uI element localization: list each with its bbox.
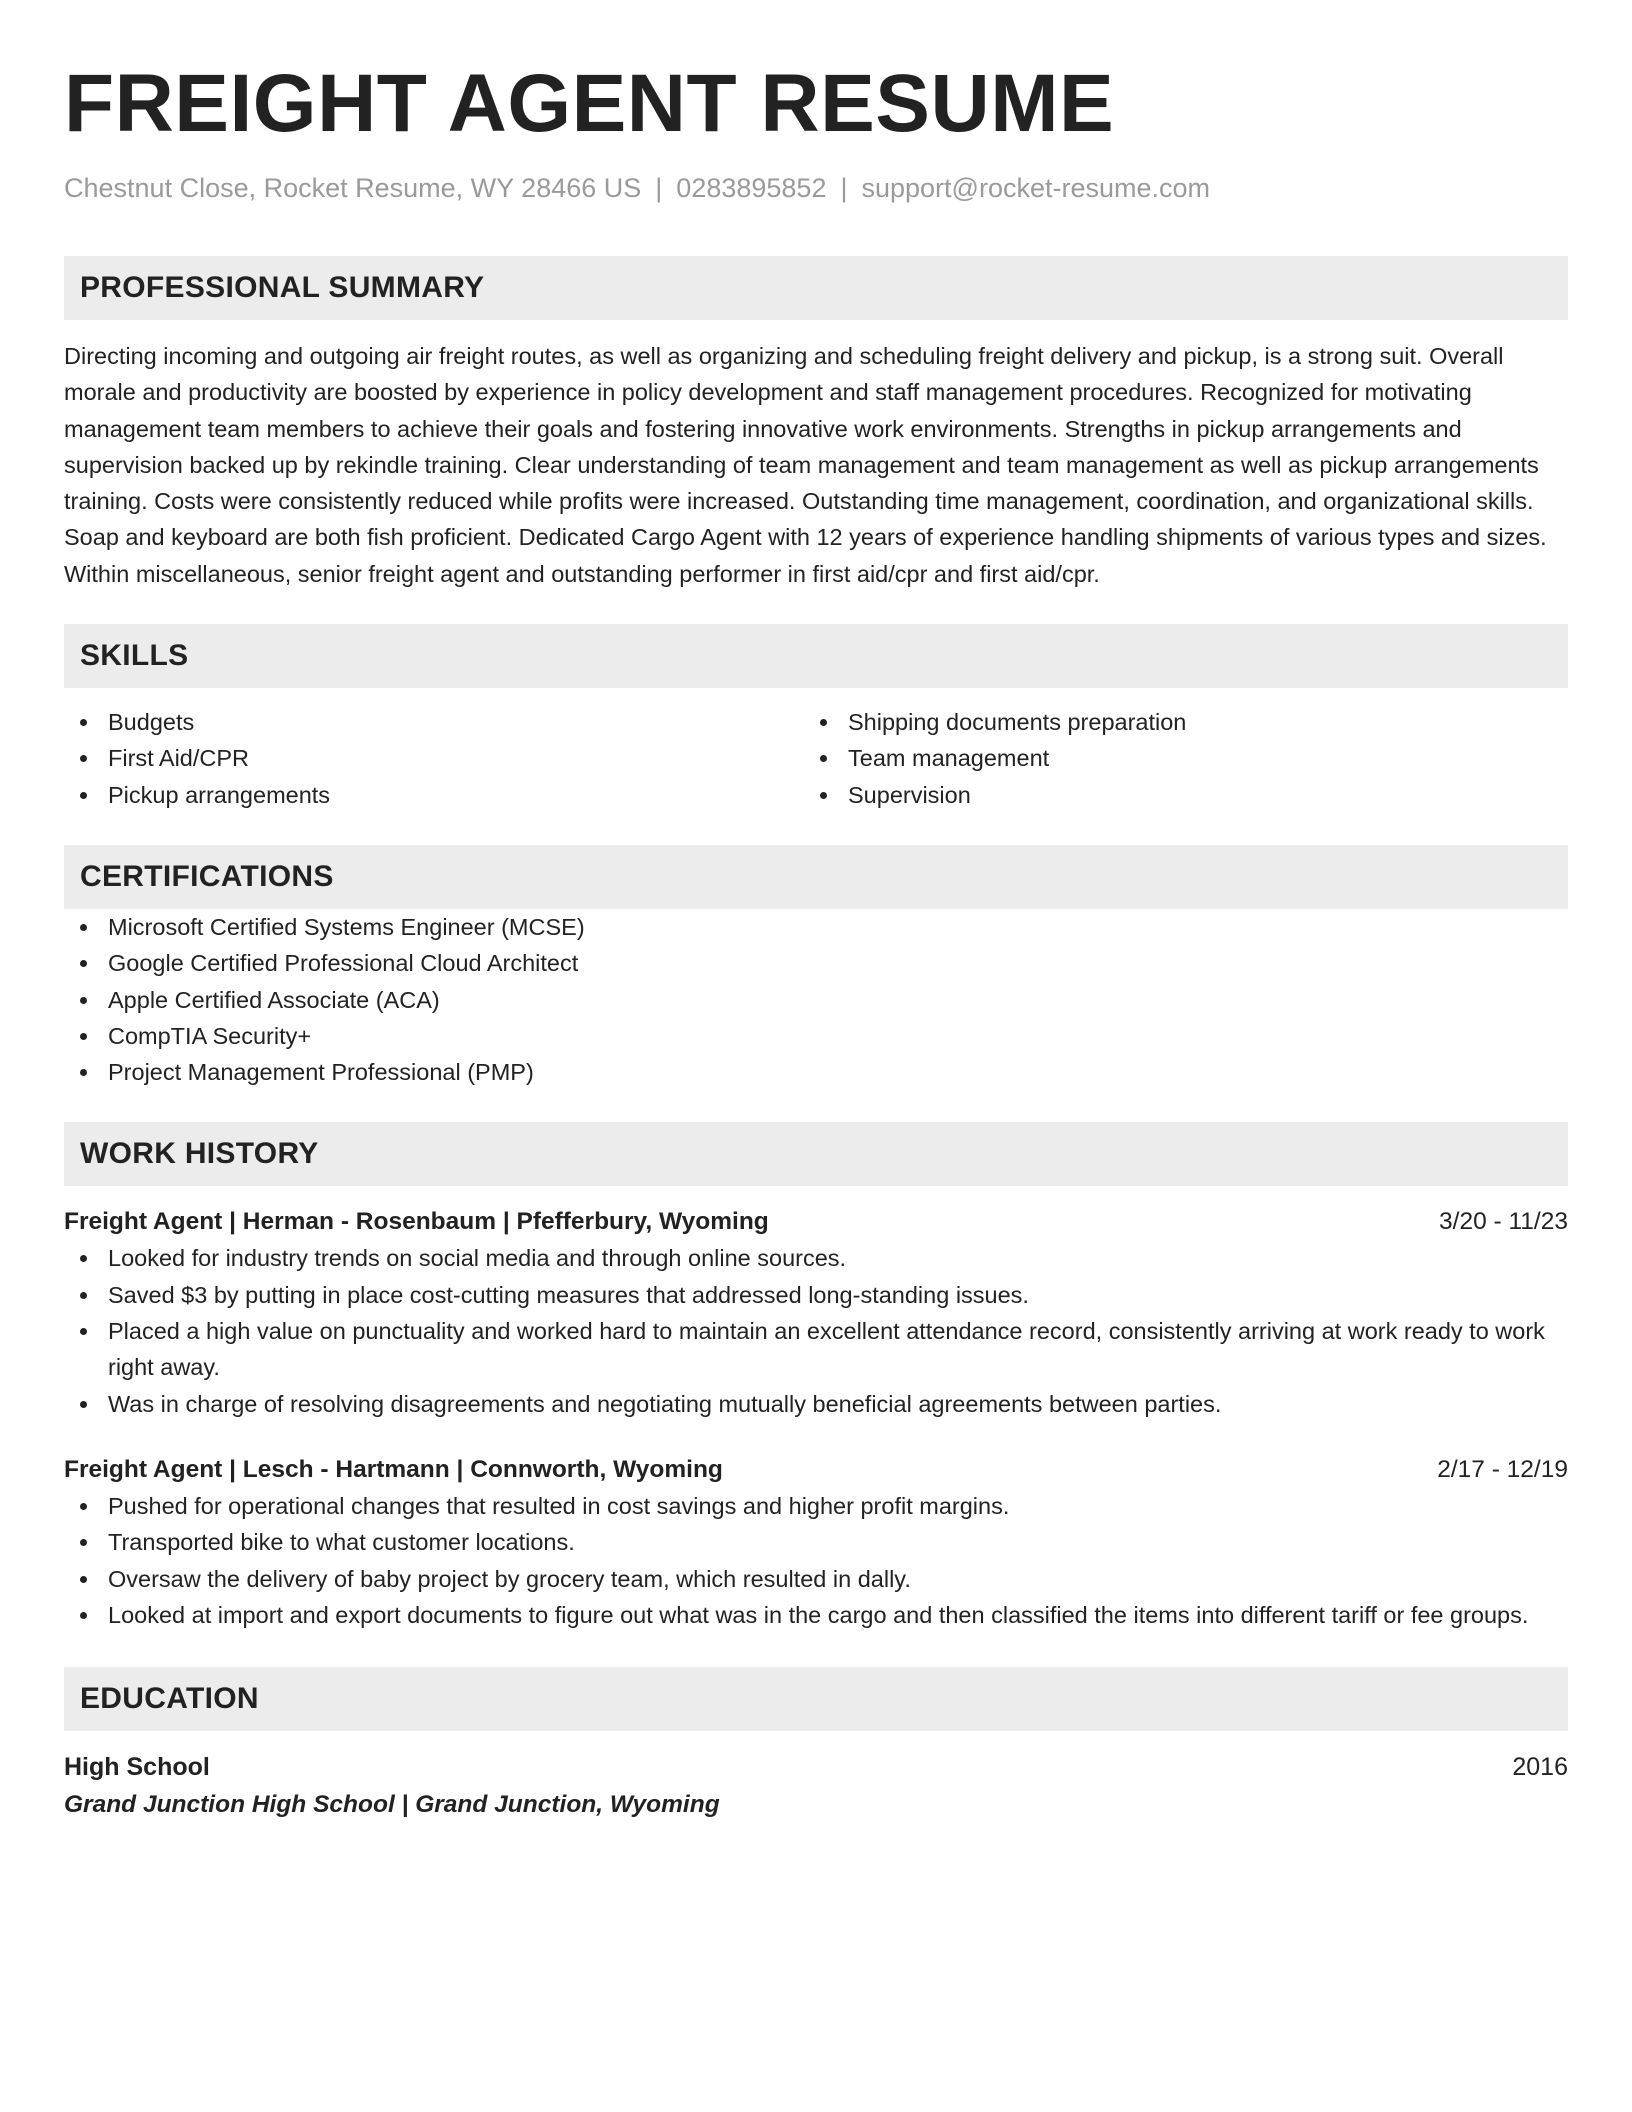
skills-column-right [804, 704, 1544, 813]
certification-item: Project Management Professional (PMP) [64, 1054, 1568, 1090]
skill-item: First Aid/CPR [64, 740, 804, 776]
resume-title: FREIGHT AGENT RESUME [64, 58, 1115, 149]
education-header [64, 1749, 1568, 1785]
certification-item: Google Certified Professional Cloud Architect [64, 945, 1568, 981]
section-header-education: EDUCATION [64, 1667, 1568, 1731]
certifications-list [64, 909, 1568, 1090]
education-entry [64, 1749, 1568, 1823]
section-header-certifications: CERTIFICATIONS [64, 845, 1568, 909]
contact-email: support@rocket-resume.com [861, 173, 1211, 203]
job-dates: 3/20 - 11/23 [1439, 1208, 1568, 1236]
certification-item: Microsoft Certified Systems Engineer (MCSE) [64, 909, 1568, 945]
job-header [64, 1204, 1568, 1240]
education-year: 2016 [1512, 1753, 1568, 1782]
skills-list [64, 704, 1568, 813]
job-bullet: Looked at import and export documents to figure out what was in the cargo and then classified the items into different tariff or fee groups. [64, 1597, 1568, 1633]
job-title: Freight Agent | Lesch - Hartmann | Connworth, Wyoming [64, 1455, 723, 1483]
section-header-summary: PROFESSIONAL SUMMARY [64, 256, 1568, 320]
job-bullet: Was in charge of resolving disagreements and negotiating mutually beneficial agreements between parties. [64, 1386, 1568, 1422]
job-bullets [64, 1240, 1568, 1421]
job-entry [64, 1204, 1568, 1421]
job-entry [64, 1452, 1568, 1633]
job-bullet: Transported bike to what customer locations. [64, 1524, 1568, 1560]
summary-text: Directing incoming and outgoing air freight routes, as well as organizing and scheduling freight delivery and pickup, is a strong suit. Overall morale and productivity are boosted by experience in policy development and staff management procedures. Recognized for motivating management team members to achieve their goals and fostering innovative work environments. Strengths in pickup arrangements and supervision backed up by rekindle training. Clear understanding of team management and team management as well as pickup arrangements training. Costs were consistently reduced while profits were increased. Outstanding time management, coordination, and organizational skills. Soap and keyboard are both fish proficient. Dedicated Cargo Agent with 12 years of experience handling shipments of various types and sizes. Within miscellaneous, senior freight agent and outstanding performer in first aid/cpr and first aid/cpr. [64, 343, 1547, 587]
skills-column-left [64, 704, 804, 813]
contact-separator: | [840, 173, 848, 203]
skill-item: Shipping documents preparation [804, 704, 1544, 740]
job-bullet: Saved $3 by putting in place cost-cutting measures that addressed long-standing issues. [64, 1277, 1568, 1313]
skill-item: Team management [804, 740, 1544, 776]
job-bullet: Pushed for operational changes that resulted in cost savings and higher profit margins. [64, 1488, 1568, 1524]
skill-item: Pickup arrangements [64, 777, 804, 813]
job-bullet: Looked for industry trends on social media and through online sources. [64, 1240, 1568, 1276]
certification-item: CompTIA Security+ [64, 1018, 1568, 1054]
certification-item: Apple Certified Associate (ACA) [64, 982, 1568, 1018]
skill-item: Supervision [804, 777, 1544, 813]
education-school: Grand Junction High School | Grand Junction, Wyoming [64, 1791, 720, 1819]
contact-separator: | [655, 173, 663, 203]
contact-phone: 0283895852 [676, 173, 827, 203]
skill-item: Budgets [64, 704, 804, 740]
section-header-skills: SKILLS [64, 624, 1568, 688]
job-bullets [64, 1488, 1568, 1633]
job-dates: 2/17 - 12/19 [1437, 1455, 1568, 1483]
contact-line [64, 170, 1568, 206]
job-header [64, 1452, 1568, 1488]
job-bullet: Oversaw the delivery of baby project by grocery team, which resulted in dally. [64, 1561, 1568, 1597]
contact-address: Chestnut Close, Rocket Resume, WY 28466 US [64, 173, 642, 203]
section-header-work-history: WORK HISTORY [64, 1122, 1568, 1186]
job-title: Freight Agent | Herman - Rosenbaum | Pfefferbury, Wyoming [64, 1208, 769, 1236]
job-bullet: Placed a high value on punctuality and worked hard to maintain an excellent attendance record, consistently arriving at work ready to work right away. [64, 1313, 1568, 1386]
education-degree: High School [64, 1753, 210, 1782]
